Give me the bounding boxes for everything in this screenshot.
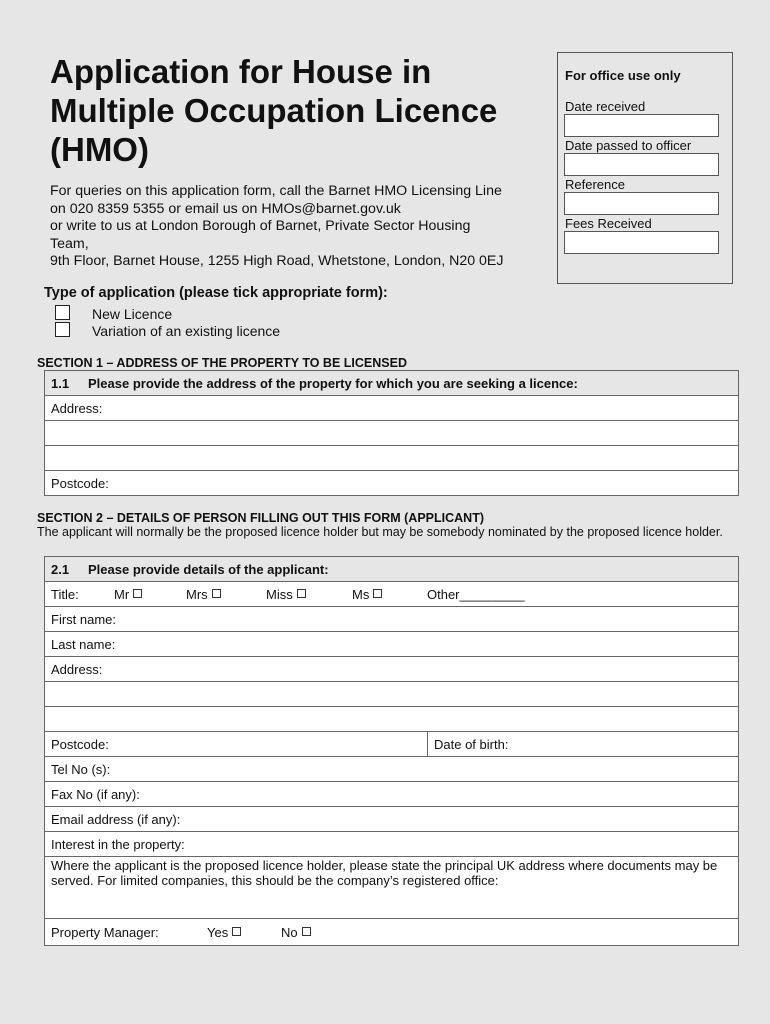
date-passed-label: Date passed to officer [565,138,692,153]
yes-label: Yes [207,924,229,940]
property-postcode-field[interactable] [45,471,739,496]
property-manager-row [45,919,739,946]
new-licence-checkbox[interactable] [55,305,70,320]
date-passed-field[interactable] [564,153,719,176]
property-manager-yes[interactable] [207,925,281,940]
property-manager-label: Property Manager: [51,924,159,940]
section2-note: The applicant will normally be the proposed licence holder but may be somebody nominated by the proposed licence holder. [37,525,723,539]
reference-label: Reference [565,177,625,192]
applicant-address-line-3[interactable] [45,707,739,732]
address-label: Address: [51,400,103,416]
interest-field[interactable] [45,832,739,857]
title-option-miss[interactable] [266,587,352,602]
date-received-label: Date received [565,99,646,114]
property-address-line-2[interactable] [45,421,739,446]
variation-label: Variation of an existing licence [92,323,281,339]
intro-line: 9th Floor, Barnet House, 1255 High Road, Whetstone, London, N20 0EJ [50,253,504,269]
fax-label: Fax No (if any): [51,786,140,802]
question-text: Please provide the address of the property for which you are seeking a licence: [88,375,578,391]
fax-field[interactable] [45,782,739,807]
intro-line: Team, [50,235,89,252]
intro-text [50,183,560,271]
property-address-line-3[interactable] [45,446,739,471]
office-use-panel [557,52,733,284]
applicant-address-line-2[interactable] [45,682,739,707]
postcode-label: Postcode: [51,736,109,752]
section1-question [45,371,739,396]
office-use-heading: For office use only [565,68,681,83]
date-received-field[interactable] [564,114,719,137]
last-name-label: Last name: [51,636,116,652]
title-option-ms[interactable] [352,587,427,602]
date-of-birth-field[interactable] [428,732,739,757]
title-option-mrs[interactable] [186,587,266,602]
reference-field[interactable] [564,192,719,215]
section2-heading: SECTION 2 – DETAILS OF PERSON FILLING OUT THIS FORM (APPLICANT) [37,511,484,525]
intro-line: or write to us at London Borough of Barnet, Private Sector Housing [50,218,471,234]
last-name-field[interactable] [45,632,739,657]
title-line: (HMO) [50,131,149,168]
title-option-label: Mrs [186,586,208,602]
property-address-field[interactable] [45,396,739,421]
checkbox-icon [373,589,382,598]
title-option-label: Mr [114,586,130,602]
checkbox-icon [302,927,311,936]
intro-line: on 020 8359 5355 or email us on HMOs@barnet.gov.uk [50,200,401,217]
section2-table [44,556,739,946]
question-text: Please provide details of the applicant: [88,561,329,577]
applicant-postcode-field[interactable] [45,732,428,757]
principal-address-label: Where the applicant is the proposed licence holder, please state the principal UK address where documents may be served. For limited companies, this should be the company’s registered office: [51,858,718,888]
no-label: No [281,924,298,940]
section2-question [45,557,739,582]
email-field[interactable] [45,807,739,832]
title-option-label: Ms [352,586,370,602]
fees-received-label: Fees Received [565,216,652,231]
question-number: 1.1 [51,375,70,391]
date-of-birth-label: Date of birth: [434,736,509,752]
tel-field[interactable] [45,757,739,782]
checkbox-icon [297,589,306,598]
fees-received-field[interactable] [564,231,719,254]
checkbox-icon [232,927,241,936]
checkbox-icon [133,589,142,598]
principal-address-field[interactable] [45,857,739,919]
property-manager-no[interactable] [281,925,311,940]
address-label: Address: [51,661,103,677]
title-other-field[interactable]: Other_________ [427,586,525,602]
title-line: Application for House in [50,53,432,90]
postcode-label: Postcode: [51,475,109,491]
interest-label: Interest in the property: [51,836,185,852]
title-option-label: Miss [266,586,293,602]
new-licence-label: New Licence [92,306,173,322]
checkbox-icon [212,589,221,598]
application-type-heading: Type of application (please tick appropriate form): [44,285,388,301]
variation-checkbox[interactable] [55,322,70,337]
email-label: Email address (if any): [51,811,181,827]
first-name-field[interactable] [45,607,739,632]
intro-line: For queries on this application form, call the Barnet HMO Licensing Line [50,183,502,199]
applicant-address-field[interactable] [45,657,739,682]
first-name-label: First name: [51,611,117,627]
page-title [50,52,550,169]
title-option-mr[interactable] [114,587,186,602]
title-label: Title: [51,586,79,602]
title-line: Multiple Occupation Licence [50,92,498,129]
question-number: 2.1 [51,561,70,577]
title-row [45,582,739,607]
section1-table [44,370,739,496]
section1-heading: SECTION 1 – ADDRESS OF THE PROPERTY TO BE LICENSED [37,356,407,370]
tel-label: Tel No (s): [51,761,111,777]
